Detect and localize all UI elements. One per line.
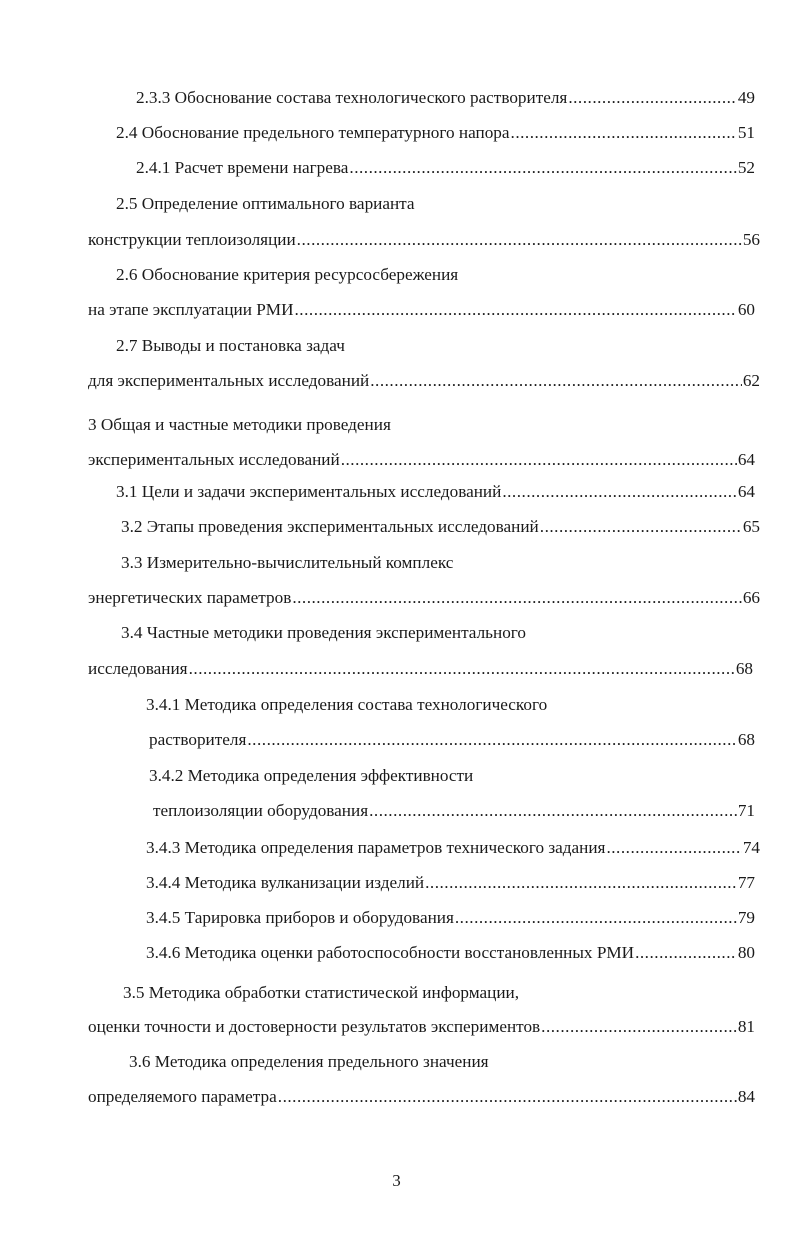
toc-page-number: 74 <box>742 838 760 857</box>
toc-page-number: 64 <box>737 450 755 469</box>
dot-leader <box>349 157 736 179</box>
toc-page-number: 52 <box>737 158 755 177</box>
toc-entry-text: 2.3.3 Обоснование состава технологического растворителя <box>136 88 568 107</box>
toc-entry-text: 3.1 Цели и задачи экспериментальных исследований <box>116 482 502 501</box>
toc-entry-text: 3.4.6 Методика оценки работоспособности восстановленных РМИ <box>146 943 635 962</box>
toc-entry-3-4-4 <box>146 872 755 894</box>
toc-chapter-3-title <box>88 414 391 436</box>
toc-entry-text: 2.7 Выводы и постановка задач <box>116 336 345 355</box>
toc-page-number: 68 <box>737 730 755 749</box>
toc-entry-text: 3.4.1 Методика определения состава технологического <box>146 695 548 714</box>
dot-leader <box>292 587 742 609</box>
dot-leader <box>540 516 742 538</box>
toc-page-number: 49 <box>737 88 755 107</box>
toc-entry-3-5-title <box>123 982 519 1004</box>
toc-entry-2-6-title <box>116 264 458 286</box>
toc-entry-text: на этапе эксплуатации РМИ <box>88 300 294 319</box>
toc-page-number: 68 <box>735 659 753 678</box>
toc-entry-text: 3.4.2 Методика определения эффективности <box>149 766 474 785</box>
dot-leader <box>455 907 737 929</box>
dot-leader <box>606 837 741 859</box>
toc-entry-3-4-2-cont <box>153 800 755 822</box>
toc-entry-3-6-cont <box>88 1086 755 1108</box>
toc-page-number: 84 <box>737 1087 755 1106</box>
toc-entry-text: 3.6 Методика определения предельного значения <box>129 1052 489 1071</box>
dot-leader <box>295 299 737 321</box>
dot-leader <box>370 370 742 392</box>
toc-entry-2-5-title <box>116 193 415 215</box>
toc-entry-text: 2.6 Обоснование критерия ресурсосбережения <box>116 265 459 284</box>
toc-entry-text: 3.4 Частные методики проведения экспериментального <box>121 623 527 642</box>
toc-entry-2-3-3 <box>136 87 755 109</box>
toc-entry-text: энергетических параметров <box>88 588 292 607</box>
toc-entry-text: 3.2 Этапы проведения экспериментальных исследований <box>121 517 539 536</box>
dot-leader <box>502 481 736 503</box>
dot-leader <box>341 449 737 471</box>
dot-leader <box>511 122 737 144</box>
toc-page-number: 56 <box>742 230 760 249</box>
toc-entry-text: 3.3 Измерительно-вычислительный комплекс <box>121 553 454 572</box>
toc-entry-2-5-cont <box>88 229 760 251</box>
toc-entry-text: растворителя <box>149 730 247 749</box>
toc-entry-2-6-cont <box>88 299 755 321</box>
toc-entry-text: исследования <box>88 659 188 678</box>
toc-page-number: 60 <box>737 300 755 319</box>
toc-entry-3-3-title <box>121 552 453 574</box>
dot-leader <box>425 872 737 894</box>
page-number: 3 <box>392 1171 401 1190</box>
toc-page-number: 79 <box>737 908 755 927</box>
toc-entry-text: 2.4 Обоснование предельного температурного напора <box>116 123 510 142</box>
toc-entry-text: 3.5 Методика обработки статистической информации, <box>123 983 520 1002</box>
toc-entry-text: 3.4.4 Методика вулканизации изделий <box>146 873 425 892</box>
dot-leader <box>247 729 736 751</box>
toc-entry-2-7-cont <box>88 370 760 392</box>
toc-page-number: 51 <box>737 123 755 142</box>
toc-entry-3-6-title <box>129 1051 489 1073</box>
toc-page-number: 64 <box>737 482 755 501</box>
toc-entry-text: определяемого параметра <box>88 1087 277 1106</box>
toc-entry-text: экспериментальных исследований <box>88 450 340 469</box>
toc-entry-3-4-1-cont <box>149 729 755 751</box>
toc-entry-text: 2.4.1 Расчет времени нагрева <box>136 158 349 177</box>
toc-entry-3-4-1-title <box>146 694 547 716</box>
toc-entry-3-4-cont <box>88 658 753 680</box>
dot-leader <box>278 1086 737 1108</box>
toc-entry-2-4-1 <box>136 157 755 179</box>
toc-entry-3-4-6 <box>146 942 755 964</box>
toc-entry-text: 2.5 Определение оптимального варианта <box>116 194 415 213</box>
toc-entry-2-7-title <box>116 335 345 357</box>
toc-entry-3-4-title <box>121 622 526 644</box>
dot-leader <box>297 229 742 251</box>
toc-entry-text: 3 Общая и частные методики проведения <box>88 415 391 434</box>
toc-page-number: 71 <box>737 801 755 820</box>
dot-leader <box>635 942 737 964</box>
toc-entry-3-1 <box>116 481 755 503</box>
dot-leader <box>541 1016 737 1038</box>
toc-page-number: 65 <box>742 517 760 536</box>
toc-entry-3-2 <box>121 516 760 538</box>
toc-entry-text: 3.4.5 Тарировка приборов и оборудования <box>146 908 454 927</box>
toc-page-number: 81 <box>737 1017 755 1036</box>
toc-entry-3-5-cont <box>88 1016 755 1038</box>
toc-entry-text: 3.4.3 Методика определения параметров технического задания <box>146 838 606 857</box>
toc-entry-text: теплоизоляции оборудования <box>153 801 369 820</box>
toc-page-number: 66 <box>742 588 760 607</box>
dot-leader <box>189 658 735 680</box>
toc-page-number: 62 <box>742 371 760 390</box>
toc-entry-text: оценки точности и достоверности результатов экспериментов <box>88 1017 541 1036</box>
toc-entry-3-4-3 <box>146 837 760 859</box>
toc-chapter-3-cont <box>88 449 755 471</box>
toc-entry-2-4 <box>116 122 755 144</box>
toc-entry-3-4-5 <box>146 907 755 929</box>
toc-entry-text: для экспериментальных исследований <box>88 371 370 390</box>
dot-leader <box>369 800 737 822</box>
dot-leader <box>568 87 736 109</box>
toc-entry-text: конструкции теплоизоляции <box>88 230 296 249</box>
toc-entry-3-4-2-title <box>149 765 473 787</box>
toc-entry-3-3-cont <box>88 587 760 609</box>
toc-page-number: 80 <box>737 943 755 962</box>
toc-page-number: 77 <box>737 873 755 892</box>
